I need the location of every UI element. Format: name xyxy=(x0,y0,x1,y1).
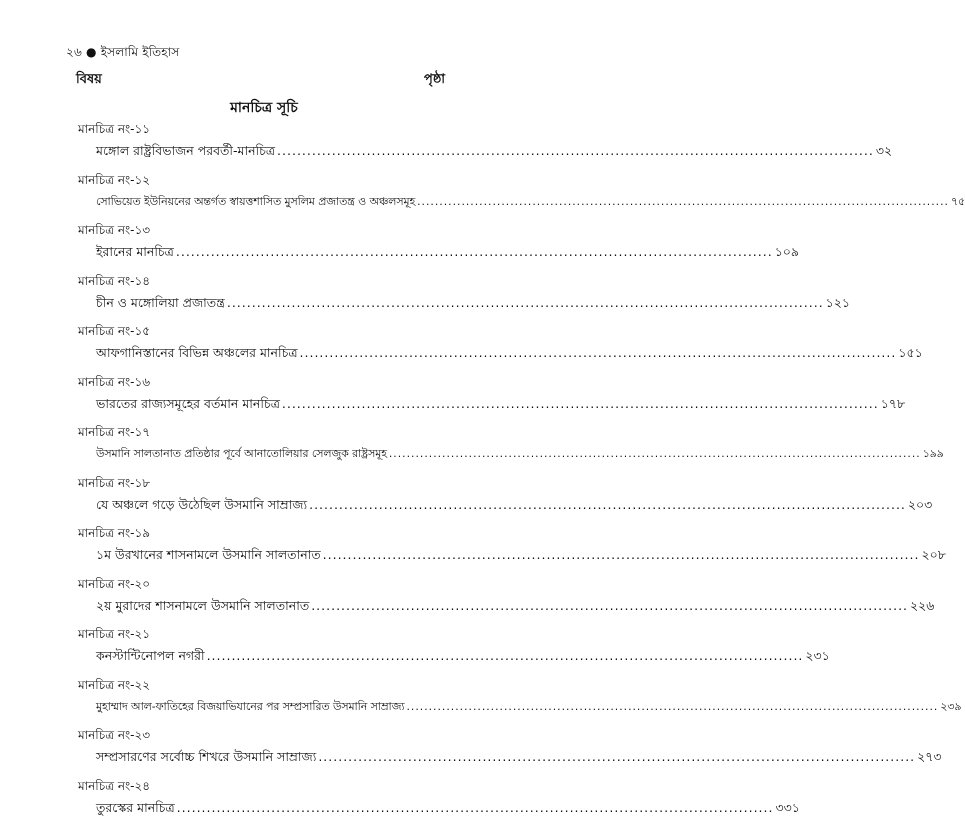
map-number-label: মানচিত্র নং-১৬ xyxy=(78,374,151,389)
page-number: ১৭৮ xyxy=(880,395,906,411)
toc-entry xyxy=(96,445,944,463)
toc-entry xyxy=(96,748,942,766)
map-number-label: মানচিত্র নং-১২ xyxy=(78,172,151,187)
map-title: তুরস্কের মানচিত্র xyxy=(96,799,175,815)
toc-entry xyxy=(96,799,800,817)
dot-leader: ........................................................................................................................ xyxy=(388,447,921,460)
page-number: ২৩১ xyxy=(805,648,830,663)
toc-entry xyxy=(96,496,933,514)
map-title: উসমানি সালতানাত প্রতিষ্ঠার পূর্বে আনাতোলিয়ার সেলজুক রাষ্ট্রসমূহ xyxy=(96,447,387,460)
map-number-label: মানচিত্র নং-১৫ xyxy=(78,324,151,338)
toc-entry xyxy=(96,344,923,362)
dot-leader: ........................................................................................................................ xyxy=(318,749,916,764)
dot-leader: ........................................................................................................................ xyxy=(406,699,939,713)
page-number: ১৯৯ xyxy=(922,447,944,460)
map-number-label: মানচিত্র নং-২৩ xyxy=(78,728,151,742)
map-number-label: মানচিত্র নং-২০ xyxy=(78,576,151,591)
page-number: ১৫১ xyxy=(898,345,923,360)
toc-entry xyxy=(96,546,946,564)
map-number-label: মানচিত্র নং-১৩ xyxy=(78,223,151,237)
map-title: চীন ও মঙ্গোলিয়া প্রজাতন্ত্র xyxy=(96,294,225,310)
toc-entry xyxy=(96,698,962,716)
map-title: সম্প্রসারণের সর্বোচ্চ শিখরে উসমানি সাম্রাজ্য xyxy=(96,749,317,764)
toc-entry xyxy=(96,395,906,413)
toc-entry xyxy=(96,193,965,211)
map-title: আফগানিস্তানের বিভিন্ন অঞ্চলের মানচিত্র xyxy=(96,345,298,360)
dot-leader: ........................................................................................................................ xyxy=(281,395,879,411)
toc-entry xyxy=(96,243,800,261)
dot-leader: ........................................................................................................................ xyxy=(322,547,920,562)
map-number-label: মানচিত্র নং-২৪ xyxy=(78,778,151,793)
dot-leader: ........................................................................................................................ xyxy=(176,799,774,815)
map-number-label: মানচিত্র নং-১৯ xyxy=(78,526,151,540)
map-title: ১ম উরখানের শাসনামলে উসমানি সালতানাত xyxy=(96,547,321,562)
page-number: ২৩৯ xyxy=(940,699,962,713)
page-column-heading: পৃষ্ঠা xyxy=(424,72,446,87)
dot-leader: ........................................................................................................................ xyxy=(417,194,949,208)
map-title: ভারতের রাজ্যসমূহের বর্তমান মানচিত্র xyxy=(96,395,280,411)
map-title: সোভিয়েত ইউনিয়নের অন্তর্গত স্বায়ত্তশাসিত মুসলিম প্রজাতন্ত্র ও অঞ্চলসমূহ xyxy=(96,194,416,208)
page-number: ৩২ xyxy=(875,143,893,158)
toc-entry xyxy=(96,647,830,665)
page-number: ৩৩১ xyxy=(775,799,800,815)
map-title: ২য় মুরাদের শাসনামলে উসমানি সালতানাত xyxy=(96,597,310,613)
dot-leader: ........................................................................................................................ xyxy=(311,597,909,613)
page-number: ১০৯ xyxy=(774,244,800,259)
dot-leader: ........................................................................................................................ xyxy=(299,345,897,360)
running-head: ২৬ ● ইসলামি ইতিহাস xyxy=(66,45,180,59)
dot-leader: ........................................................................................................................ xyxy=(309,496,906,512)
toc-entry xyxy=(96,294,851,312)
toc-entry xyxy=(96,597,935,615)
map-number-label: মানচিত্র নং-২২ xyxy=(78,677,151,692)
page-number: ১২১ xyxy=(825,294,851,310)
map-title: মঙ্গোল রাষ্ট্রবিভাজন পরবর্তী-মানচিত্র xyxy=(96,143,276,158)
map-number-label: মানচিত্র নং-২১ xyxy=(78,627,151,641)
map-title: যে অঞ্চলে গড়ে উঠেছিল উসমানি সাম্রাজ্য xyxy=(96,496,308,512)
map-title: মুহাম্মাদ আল-ফাতিহের বিজয়াভিযানের পর সম্প্রসারিত উসমানি সাম্রাজ্য xyxy=(96,699,405,713)
dot-leader: ........................................................................................................................ xyxy=(206,648,804,663)
subject-column-heading: বিষয় xyxy=(76,72,102,87)
map-number-label: মানচিত্র নং-১১ xyxy=(78,122,151,136)
toc-entry xyxy=(96,142,893,160)
page-number: ৭৫ xyxy=(950,194,965,208)
map-title: ইরানের মানচিত্র xyxy=(96,244,174,259)
dot-leader: ........................................................................................................................ xyxy=(226,294,824,310)
map-number-label: মানচিত্র নং-১৭ xyxy=(78,425,151,439)
page-number: ২০৮ xyxy=(921,547,946,562)
map-number-label: মানচিত্র নং-১৪ xyxy=(78,273,151,288)
page-number: ২৭৩ xyxy=(917,749,942,764)
dot-leader: ........................................................................................................................ xyxy=(175,244,773,259)
dot-leader: ........................................................................................................................ xyxy=(277,143,874,158)
section-title: মানচিত্র সূচি xyxy=(230,100,298,116)
map-number-label: মানচিত্র নং-১৮ xyxy=(78,475,151,490)
page-number: ২২৬ xyxy=(910,597,935,613)
map-title: কনস্টান্টিনোপল নগরী xyxy=(96,648,205,663)
page-number: ২০৩ xyxy=(907,496,933,512)
